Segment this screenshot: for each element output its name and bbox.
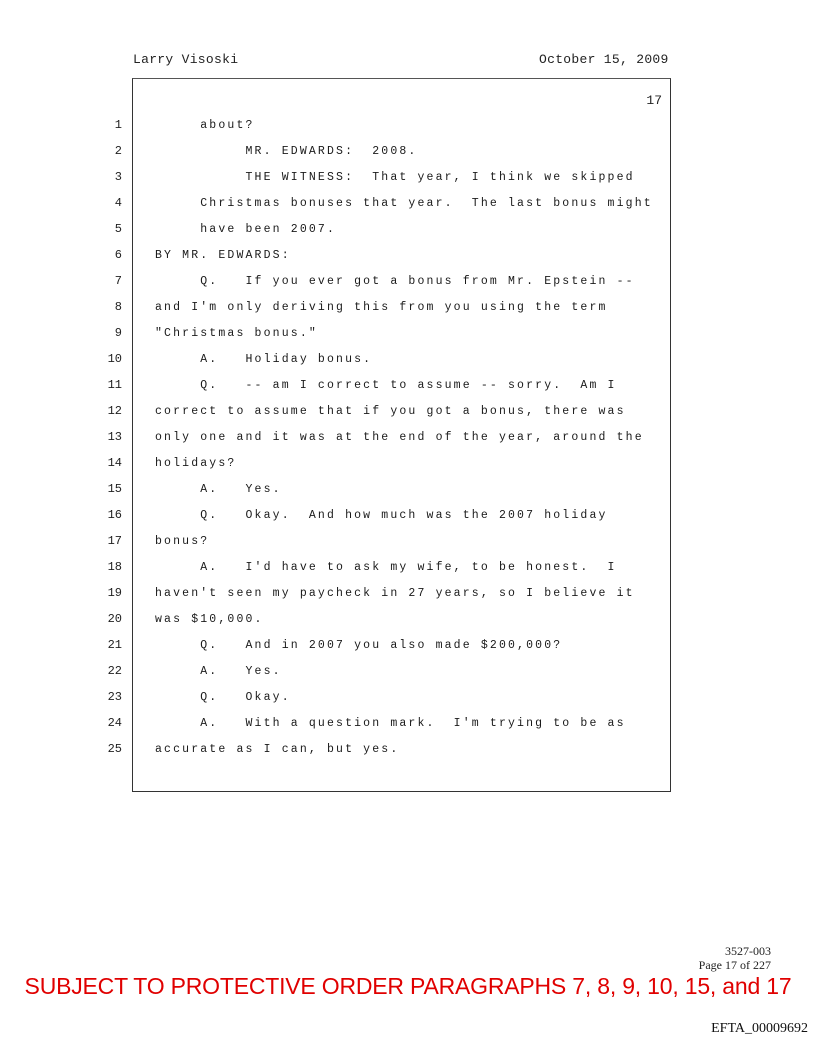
line-number: 9: [114, 326, 122, 340]
transcript-line: A. With a question mark. I'm trying to be as: [155, 717, 626, 730]
line-number: 22: [107, 664, 122, 678]
line-number: 12: [107, 404, 122, 418]
transcript-frame: [132, 78, 671, 792]
line-number: 23: [107, 690, 122, 704]
line-number: 10: [107, 352, 122, 366]
transcript-line: A. Yes.: [155, 665, 282, 678]
transcript-line: correct to assume that if you got a bonus, there was: [155, 405, 626, 418]
transcript-line: accurate as I can, but yes.: [155, 743, 400, 756]
transcript-line: haven't seen my paycheck in 27 years, so I believe it: [155, 587, 635, 600]
line-number: 24: [107, 716, 122, 730]
line-number: 20: [107, 612, 122, 626]
page-of-total: Page 17 of 227: [698, 958, 771, 972]
transcript-line: THE WITNESS: That year, I think we skipped: [155, 171, 635, 184]
transcript-line: Q. Okay.: [155, 691, 291, 704]
transcript-line: have been 2007.: [155, 223, 337, 236]
transcript-line: about?: [155, 119, 255, 132]
line-number: 19: [107, 586, 122, 600]
transcript-line: A. Yes.: [155, 483, 282, 496]
header-date: October 15, 2009: [539, 52, 669, 67]
line-number: 4: [114, 196, 122, 210]
line-number: 2: [114, 144, 122, 158]
line-number: 7: [114, 274, 122, 288]
line-number: 1: [114, 118, 122, 132]
line-number: 21: [107, 638, 122, 652]
line-number: 13: [107, 430, 122, 444]
transcript-line: bonus?: [155, 535, 210, 548]
header-witness-name: Larry Visoski: [133, 52, 239, 67]
transcript-line: Q. If you ever got a bonus from Mr. Epstein --: [155, 275, 635, 288]
transcript-line: Q. -- am I correct to assume -- sorry. Am I: [155, 379, 617, 392]
line-number: 18: [107, 560, 122, 574]
transcript-line: "Christmas bonus.": [155, 327, 318, 340]
line-number: 6: [114, 248, 122, 262]
transcript-line: Q. And in 2007 you also made $200,000?: [155, 639, 563, 652]
transcript-line: A. Holiday bonus.: [155, 353, 373, 366]
bates-number: EFTA_00009692: [711, 1021, 808, 1036]
document-code: 3527-003: [725, 944, 771, 958]
line-number: 3: [114, 170, 122, 184]
transcript-line: Christmas bonuses that year. The last bonus might: [155, 197, 653, 210]
transcript-line: holidays?: [155, 457, 237, 470]
line-number: 11: [107, 378, 122, 392]
transcript-line: only one and it was at the end of the year, around the: [155, 431, 644, 444]
line-number: 25: [107, 742, 122, 756]
protective-order-notice: SUBJECT TO PROTECTIVE ORDER PARAGRAPHS 7, 8, 9, 10, 15, and 17: [24, 973, 792, 999]
line-number: 17: [107, 534, 122, 548]
line-number: 16: [107, 508, 122, 522]
line-number: 5: [114, 222, 122, 236]
transcript-line: A. I'd have to ask my wife, to be honest. I: [155, 561, 617, 574]
transcript-line: BY MR. EDWARDS:: [155, 249, 291, 262]
transcript-page-number: 17: [646, 93, 662, 108]
transcript-line: was $10,000.: [155, 613, 264, 626]
transcript-line: and I'm only deriving this from you using the term: [155, 301, 608, 314]
transcript-line: Q. Okay. And how much was the 2007 holiday: [155, 509, 608, 522]
line-number: 14: [107, 456, 122, 470]
line-number: 15: [107, 482, 122, 496]
line-number: 8: [114, 300, 122, 314]
transcript-line: MR. EDWARDS: 2008.: [155, 145, 418, 158]
